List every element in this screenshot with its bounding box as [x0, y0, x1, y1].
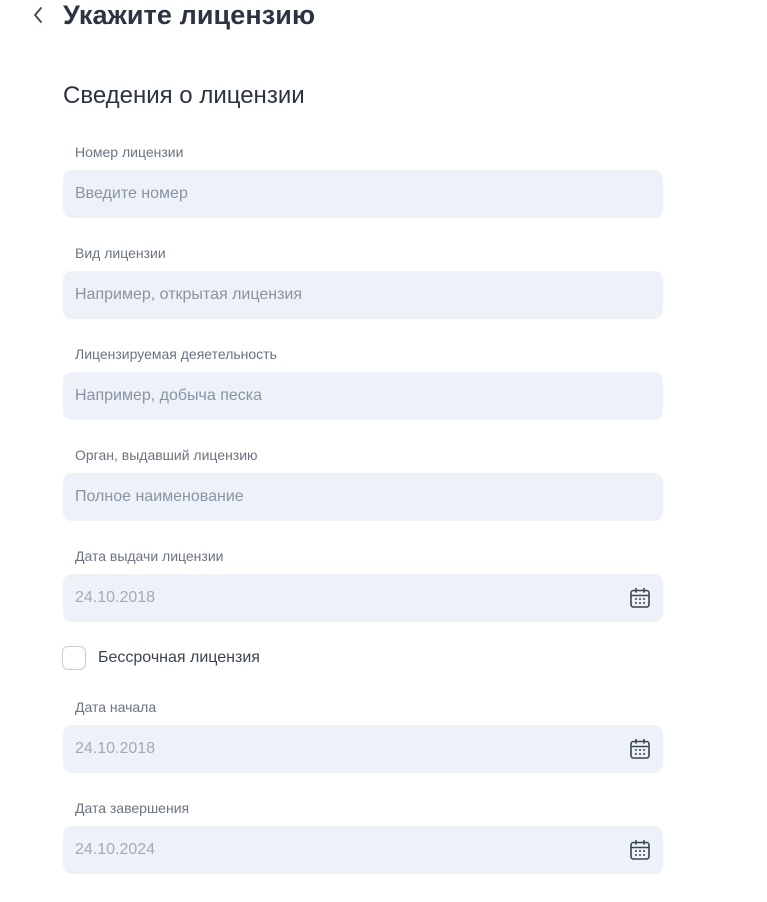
end-date-label: Дата завершения — [75, 800, 190, 816]
calendar-icon[interactable] — [629, 587, 651, 609]
start-date-input[interactable] — [63, 725, 663, 773]
license-type-box — [63, 271, 663, 319]
issue-date-field — [63, 547, 663, 622]
start-date-field — [63, 698, 663, 773]
license-number-field — [63, 143, 663, 218]
license-number-label: Номер лицензии — [75, 144, 184, 160]
issuing-authority-input[interactable] — [75, 473, 651, 521]
license-number-box — [63, 170, 663, 218]
end-date-field — [63, 799, 663, 874]
licensed-activity-label: Лицензируемая деяетельность — [75, 346, 277, 362]
license-number-input[interactable] — [75, 170, 651, 218]
calendar-icon[interactable] — [629, 738, 651, 760]
issue-date-label: Дата выдачи лицензии — [75, 548, 224, 564]
issuing-authority-field — [63, 446, 663, 521]
chevron-left-icon — [33, 6, 43, 24]
back-button[interactable] — [26, 2, 50, 28]
calendar-icon[interactable] — [629, 839, 651, 861]
issue-date-input[interactable] — [63, 574, 663, 622]
licensed-activity-box — [63, 372, 663, 420]
start-date-value: 24.10.2018 — [75, 740, 156, 757]
license-type-input[interactable] — [75, 271, 651, 319]
issuing-authority-label: Орган, выдавший лицензию — [75, 447, 258, 463]
start-date-label: Дата начала — [75, 699, 157, 715]
page-title: Укажите лицензию — [63, 0, 316, 30]
section-title: Сведения о лицензии — [63, 82, 305, 109]
issuing-authority-box — [63, 473, 663, 521]
perpetual-license-checkbox-row[interactable] — [62, 646, 260, 670]
license-type-field — [63, 244, 663, 319]
end-date-input[interactable] — [63, 826, 663, 874]
license-type-label: Вид лицензии — [75, 245, 166, 261]
issue-date-value: 24.10.2018 — [75, 589, 156, 606]
perpetual-license-checkbox[interactable] — [62, 646, 86, 670]
licensed-activity-field — [63, 345, 663, 420]
licensed-activity-input[interactable] — [75, 372, 651, 420]
perpetual-license-label[interactable]: Бессрочная лицензия — [98, 649, 260, 666]
end-date-value: 24.10.2024 — [75, 841, 156, 858]
